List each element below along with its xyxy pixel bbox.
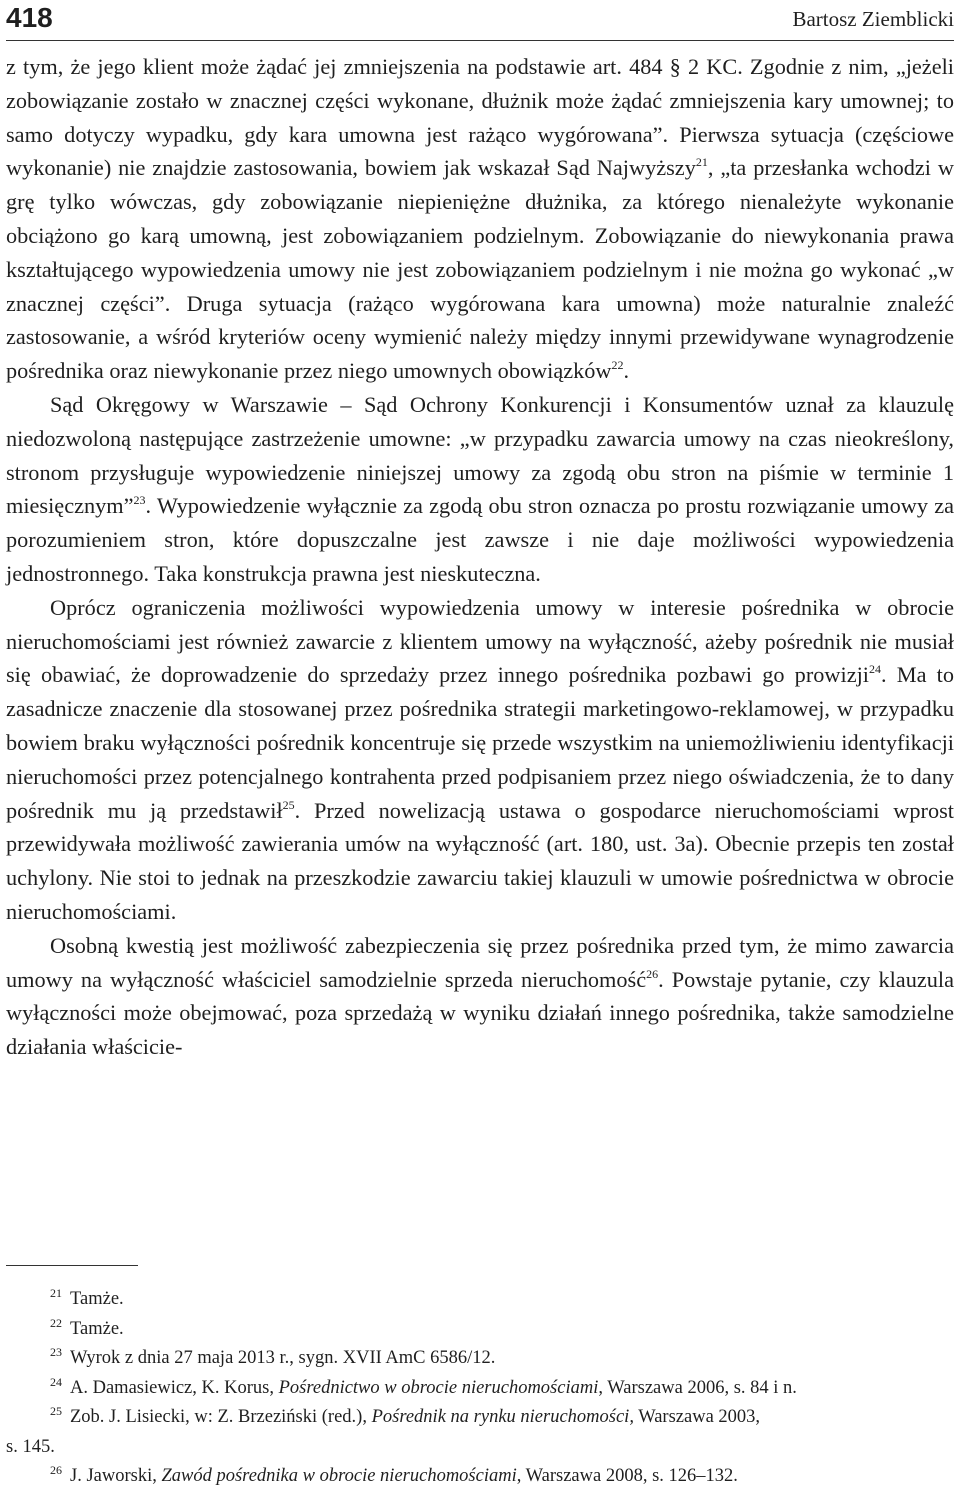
- page-number: 418: [6, 2, 53, 33]
- paragraph: [6, 388, 954, 591]
- footnote-text: Wyrok z dnia 27 maja 2013 r., sygn. XVII AmC 6586/12.: [70, 1348, 496, 1368]
- footnote-number: 25: [50, 1404, 62, 1418]
- page-header: [6, 0, 954, 41]
- footnote-text: J. Jaworski,: [70, 1466, 162, 1486]
- footnote-separator: [6, 1265, 138, 1266]
- footnote: [6, 1403, 954, 1433]
- footnote-ref[interactable]: 24: [868, 662, 881, 677]
- paragraph: [6, 591, 954, 929]
- paragraph-text: . Przed nowelizacją ustawa o gospodarce nieruchomościami wprost przewidywała możliwość zawierania umów na wyłączność (art. 180, ust. 3a). Obecnie przepis ten został uchylony. Nie stoi to jednak na przeszkodzie zawarciu takiej klauzuli w umowie pośrednictwa w obrocie nieruchomościami.: [6, 797, 954, 924]
- footnote-ref[interactable]: 22: [611, 358, 624, 373]
- paragraph-text: . Wypowiedzenie wyłącznie za zgodą obu stron oznacza po prostu rozwiązanie umowy za porozumieniem stron, które dopuszczalne jest zawsze i nie daje możliwości wypowiedzenia jednostronnego. Taka konstrukcja prawna jest nieskuteczna.: [6, 493, 954, 586]
- footnote-title: Zawód pośrednika w obrocie nieruchomościami: [161, 1466, 517, 1486]
- running-head-author: Bartosz Ziemblicki: [792, 7, 954, 31]
- footnotes: [6, 1285, 954, 1492]
- footnote: [6, 1462, 954, 1492]
- paragraph: [6, 50, 954, 388]
- paragraph-text: .: [623, 358, 630, 384]
- body-text: [6, 50, 954, 1064]
- footnote-text: , Warszawa 2006, s. 84 i n.: [598, 1377, 797, 1398]
- footnote-text: Tamże.: [70, 1289, 124, 1309]
- footnote-ref[interactable]: 25: [282, 797, 295, 812]
- footnote-title: Pośrednik na rynku nieruchomości,: [371, 1407, 634, 1427]
- footnote-ref[interactable]: 23: [133, 493, 146, 508]
- footnote-title: Pośrednictwo w obrocie nieruchomościami: [278, 1377, 599, 1398]
- paragraph: [6, 929, 954, 1064]
- paragraph-text: . Powstaje pytanie, czy klauzula wyłączności może obejmować, poza sprzedażą w wyniku działań innego pośrednika, także samodzielne działania właścicie-: [6, 966, 954, 1060]
- footnote-number: 24: [50, 1374, 62, 1389]
- paragraph-text: Osobną kwestią jest możliwość zabezpieczenia się przez pośrednika przed tym, że mimo zawarcia umowy na wyłączność właściciel samodzielnie sprzeda nieruchomość: [6, 932, 954, 992]
- footnote-continuation: s. 145.: [6, 1436, 55, 1457]
- footnote-number: 21: [50, 1286, 62, 1300]
- footnote-number: 22: [50, 1315, 62, 1330]
- footnote: [6, 1374, 954, 1404]
- paragraph-text: Sąd Okręgowy w Warszawie – Sąd Ochrony Konkurencji i Konsumentów uznał za klauzulę niedozwoloną następujące zastrzeżenie umowne: „w przypadku zawarcia umowy na czas nieokreślony, stronom przysługuje wypowiedzenie niniejszej umowy za zgodą obu stron na piśmie w terminie 1 miesięcznym”: [6, 391, 954, 519]
- paragraph-text: z tym, że jego klient może żądać jej zmniejszenia na podstawie art. 484 § 2 KC. Zgodnie z nim, „jeżeli zobowiązanie zostało w znacznej części wykonane, dłużnik może żądać zmniejszenia kary umownej; to samo dotyczy wypadku, gdy kara umowna jest rażąco wygórowana”. Pierwsza sytuacja (częściowe wykonanie) nie znajdzie zastosowania, bowiem jak wskazał Sąd Najwyższy: [6, 54, 954, 181]
- footnote-number: 23: [50, 1345, 62, 1359]
- footnote-text: Warszawa 2003,: [633, 1407, 761, 1427]
- paragraph-text: , „ta przesłanka wchodzi w grę tylko wówczas, gdy zobowiązanie niepieniężne dłużnika, za którego nienależyte wykonanie obciążono go karą umowną, jest zobowiązaniem podzielnym. Zobowiązanie do niewykonania prawa kształtującego wypowiedzenia umowy nie jest zobowiązaniem podzielnym i nie można go wykonać „w znacznej części”. Druga sytuacja (rażąco wygórowana kara umowna) może naturalnie znaleźć zastosowanie, a wśród kryteriów oceny wymienić należy między innymi przewidywane wynagrodzenie pośrednika oraz niewykonanie przez niego umownych obowiązków: [6, 155, 954, 384]
- footnote-ref[interactable]: 21: [695, 155, 708, 170]
- footnote-text: Zob. J. Lisiecki, w: Z. Brzeziński (red.),: [70, 1407, 372, 1427]
- footnote: [6, 1344, 954, 1374]
- footnote: [6, 1285, 954, 1315]
- footnote-text: A. Damasiewicz, K. Korus,: [70, 1377, 279, 1398]
- footnote-text: , Warszawa 2008, s. 126–132.: [516, 1466, 738, 1486]
- footnote-ref[interactable]: 26: [646, 966, 659, 981]
- footnote-text: Tamże.: [70, 1318, 124, 1339]
- paragraph-text: Oprócz ograniczenia możliwości wypowiedzenia umowy w interesie pośrednika w obrocie nieruchomościami jest również zawarcie z klientem umowy na wyłączność, ażeby pośrednik nie musiał się obawiać, że doprowadzenie do sprzedaży przez innego pośrednika pozbawi go prowizji: [6, 594, 954, 688]
- paragraph-text: . Ma to zasadnicze znaczenie dla stosowanej przez pośrednika strategii marketingowo-reklamowej, w przypadku bowiem braku wyłączności pośrednik koncentruje się przede wszystkim na uniemożliwieniu identyfikacji nieruchomości przez potencjalnego kontrahenta przed podpisaniem przez niego oświadczenia, że to dany pośrednik mu ją przedstawił: [6, 662, 954, 823]
- footnote-number: 26: [50, 1463, 62, 1477]
- footnote: [6, 1315, 954, 1345]
